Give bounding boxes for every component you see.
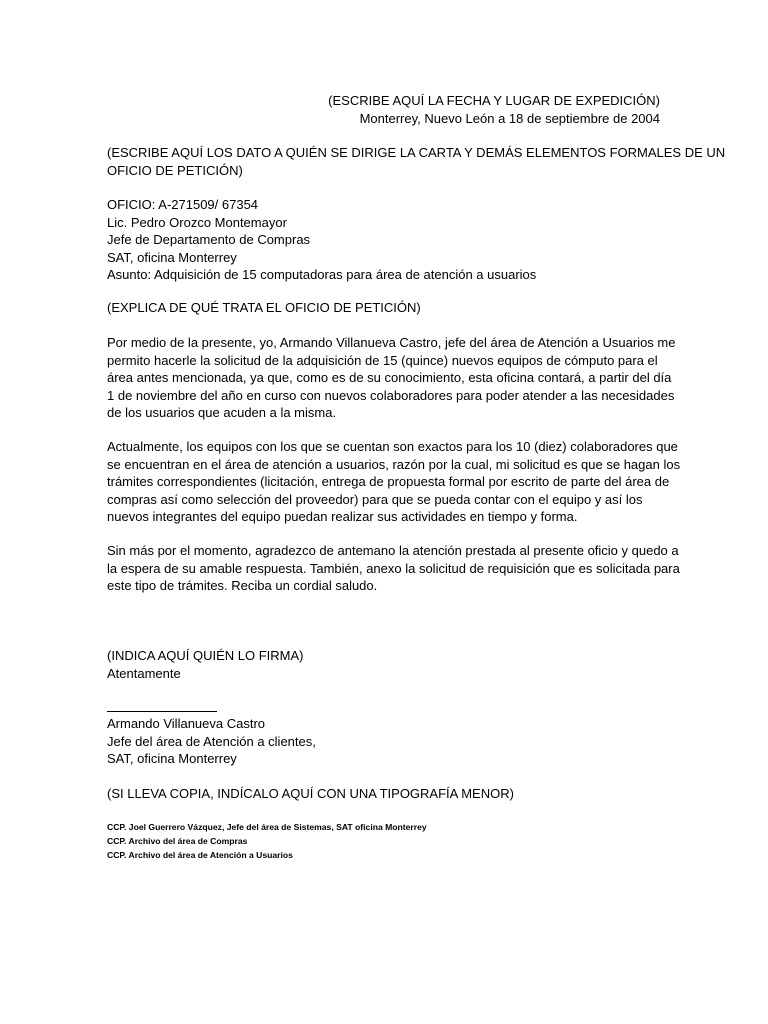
paragraph-line: este tipo de trámites. Reciba un cordial saludo. (107, 578, 378, 594)
paragraph-line: área antes mencionada, ya que, como es de su conocimiento, esta oficina contará, a partir del día (107, 370, 672, 386)
paragraph-line: Por medio de la presente, yo, Armando Villanueva Castro, jefe del área de Atención a Usuarios me (107, 335, 676, 350)
body-instruction (107, 299, 667, 317)
recipient-position: Jefe de Departamento de Compras (107, 232, 311, 248)
paragraph-line: 1 de noviembre del año en curso con nuevos colaboradores para poder atender a las necesidades (107, 387, 675, 403)
paragraph-line: de los usuarios que acuden a la misma. (107, 405, 337, 421)
oficio-number: OFICIO: A-271509/ 67354 (107, 197, 259, 212)
paragraph-3 (107, 542, 680, 595)
paragraph-1 (107, 334, 676, 422)
signer-block (107, 715, 667, 768)
place-date: Monterrey, Nuevo León a 18 de septiembre de 2004 (359, 110, 660, 126)
paragraph-line: trámites correspondientes (licitación, entrega de propuesta formal por escrito de parte del área de (107, 474, 670, 490)
recipient-name: Lic. Pedro Orozco Montemayor (107, 214, 287, 230)
copies-list (107, 821, 667, 862)
subject-line: Asunto: Adquisición de 15 computadoras para área de atención a usuarios (107, 267, 537, 283)
copy-item: CCP. Archivo del área de Atención a Usuarios (107, 849, 293, 860)
recipient-instruction-line: OFICIO DE PETICIÓN) (107, 162, 243, 178)
closing-text: Atentamente (107, 665, 181, 681)
paragraph-line: permito hacerle la solicitud de la adquisición de 15 (quince) nuevos equipos de cómputo para el (107, 352, 658, 368)
paragraph-line: se encuentran en el área de atención a usuarios, razón por la cual, mi solicitud es que se hagan los (107, 456, 681, 472)
signature-instruction-text: (INDICA AQUÍ QUIÉN LO FIRMA) (107, 648, 304, 663)
copy-instruction (107, 785, 667, 803)
paragraph-line: Sin más por el momento, agradezco de antemano la atención prestada al presente oficio y quedo a (107, 543, 679, 558)
recipient-office: SAT, oficina Monterrey (107, 249, 237, 265)
paragraph-2 (107, 438, 681, 526)
date-header (300, 92, 660, 127)
body-instruction-text: (EXPLICA DE QUÉ TRATA EL OFICIO DE PETICIÓN) (107, 300, 421, 315)
paragraph-line: nuevos integrantes del equipo puedan realizar sus actividades en tiempo y forma. (107, 509, 578, 525)
signer-position: Jefe del área de Atención a clientes, (107, 733, 316, 749)
copy-instruction-text: (SI LLEVA COPIA, INDÍCALO AQUÍ CON UNA TIPOGRAFÍA MENOR) (107, 786, 514, 801)
recipient-block (107, 196, 667, 284)
paragraph-line: la espera de su amable respuesta. También, anexo la solicitud de requisición que es solicitada para (107, 560, 680, 576)
signer-name: Armando Villanueva Castro (107, 716, 266, 731)
recipient-instruction (107, 144, 726, 179)
signer-office: SAT, oficina Monterrey (107, 751, 237, 767)
paragraph-line: compras así como selección del proveedor) para que se pueda contar con el equipo y así los (107, 491, 643, 507)
date-instruction: (ESCRIBE AQUÍ LA FECHA Y LUGAR DE EXPEDICIÓN) (328, 93, 660, 108)
recipient-instruction-line: (ESCRIBE AQUÍ LOS DATO A QUIÉN SE DIRIGE LA CARTA Y DEMÁS ELEMENTOS FORMALES DE UN (107, 145, 726, 160)
signature-line (107, 711, 217, 712)
signature-instruction (107, 647, 667, 682)
copy-item: CCP. Archivo del área de Compras (107, 835, 248, 846)
copy-item: CCP. Joel Guerrero Vázquez, Jefe del área de Sistemas, SAT oficina Monterrey (107, 822, 427, 832)
paragraph-line: Actualmente, los equipos con los que se cuentan son exactos para los 10 (diez) colaboradores que (107, 439, 678, 454)
